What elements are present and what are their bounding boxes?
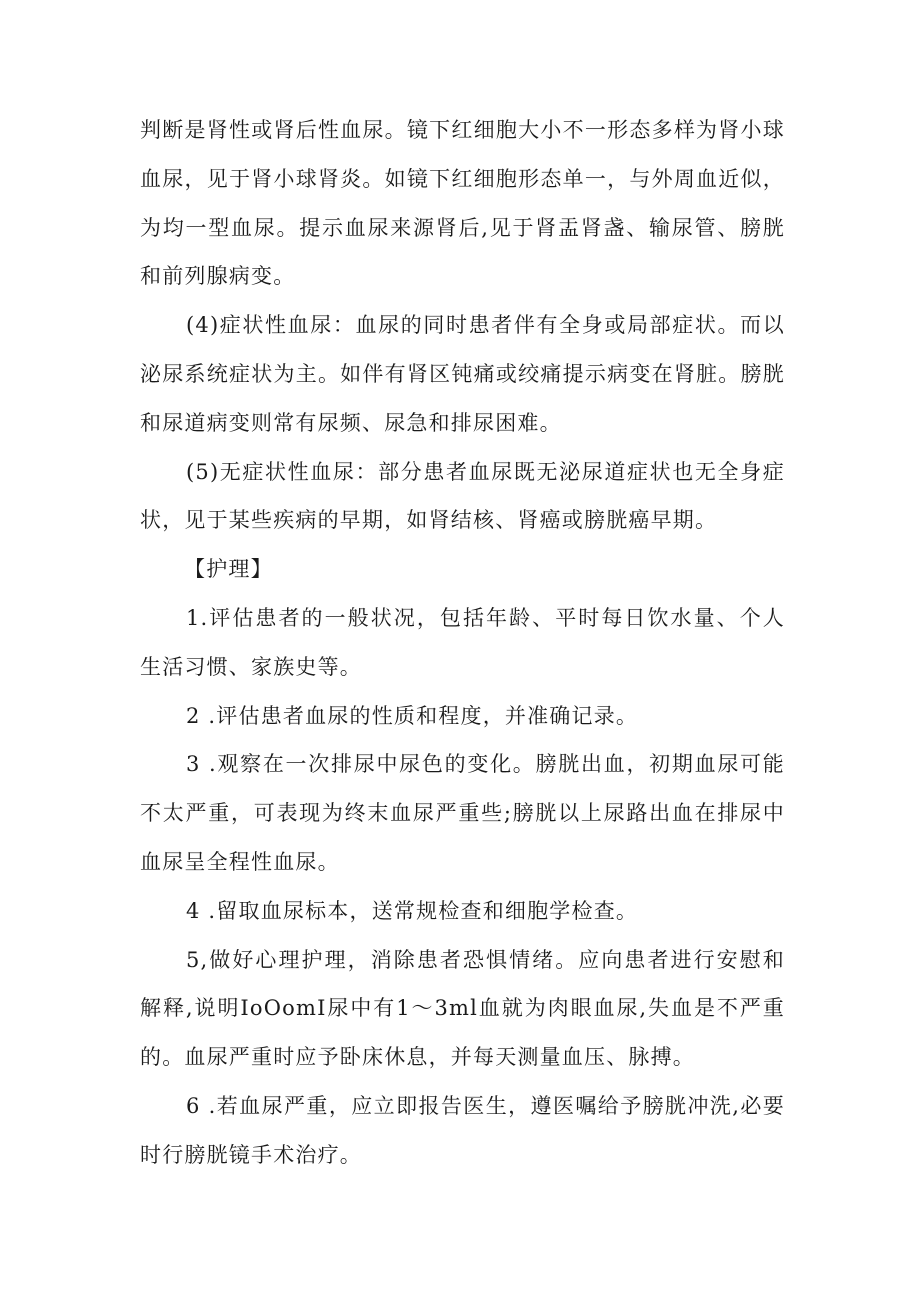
document-body: [140, 106, 785, 1180]
nursing-item-1: 1.评估患者的一般状况，包括年龄、平时每日饮水量、个人生活习惯、家族史等。: [140, 605, 785, 679]
paragraph-symptomatic-hematuria: (4)症状性血尿：血尿的同时患者伴有全身或局部症状。而以泌尿系统症状为主。如伴有肾区钝痛或绞痛提示病变在肾脏。膀胱和尿道病变则常有尿频、尿急和排尿困难。: [140, 313, 785, 435]
nursing-item-5: 5,做好心理护理，消除患者恐惧情绪。应向患者进行安慰和解释,说明IoOomI尿中有1〜3ml血就为肉眼血尿,失血是不严重的。血尿严重时应予卧床休息，并每天测量血压、脉搏。: [140, 947, 785, 1070]
section-heading-nursing: 【护理】: [184, 557, 273, 582]
nursing-item-2: 2 .评估患者血尿的性质和程度，并准确记录。: [186, 703, 639, 728]
nursing-item-4: 4 .留取血尿标本，送常规检查和细胞学检查。: [186, 898, 639, 923]
nursing-item-6: 6 .若血尿严重，应立即报告医生，遵医嘱给予膀胱冲洗,必要时行膀胱镜手术治疗。: [140, 1093, 785, 1167]
nursing-item-3: 3 .观察在一次排尿中尿色的变化。膀胱出血，初期血尿可能不太严重，可表现为终末血尿严重些;膀胱以上尿路出血在排尿中血尿呈全程性血尿。: [140, 752, 785, 874]
paragraph-hematuria-origin: 判断是肾性或肾后性血尿。镜下红细胞大小不一形态多样为肾小球血尿，见于肾小球肾炎。如镜下红细胞形态单一，与外周血近似，为均一型血尿。提示血尿来源肾后,见于肾盂肾盏、输尿管、膀胱和前列腺病变。: [140, 118, 785, 289]
paragraph-asymptomatic-hematuria: (5)无症状性血尿：部分患者血尿既无泌尿道症状也无全身症状，见于某些疾病的早期，如肾结核、肾癌或膀胱癌早期。: [140, 459, 785, 533]
